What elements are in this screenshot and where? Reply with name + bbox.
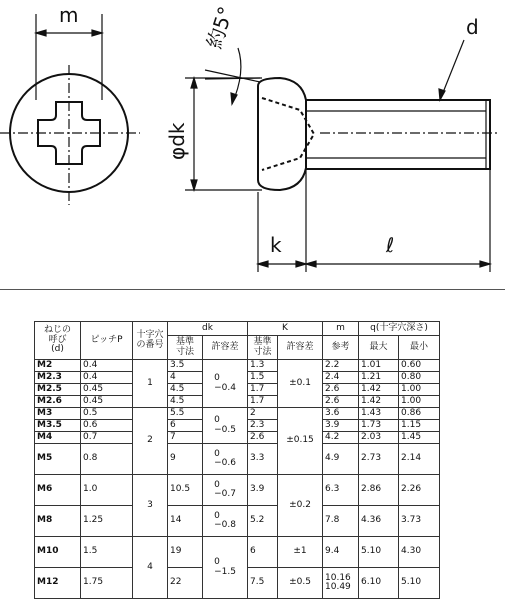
row-dk: 22 bbox=[168, 568, 203, 599]
dk-tolerance: 0 −0.8 bbox=[203, 506, 248, 537]
row-k: 2 bbox=[248, 408, 278, 420]
row-name: M3.5 bbox=[35, 420, 81, 432]
row-dk: 6 bbox=[168, 420, 203, 432]
row-k: 2.3 bbox=[248, 420, 278, 432]
table-row bbox=[35, 408, 440, 420]
row-q-max: 1.43 bbox=[359, 408, 399, 420]
header-dk-tolerance: 許容差 bbox=[203, 336, 248, 360]
screw-shank bbox=[306, 100, 490, 169]
row-m: 7.8 bbox=[323, 506, 359, 537]
row-q-max: 1.42 bbox=[359, 384, 399, 396]
k-tolerance: ±0.15 bbox=[278, 408, 323, 475]
row-name: M2.6 bbox=[35, 396, 81, 408]
header-q: q(十字穴深さ) bbox=[359, 322, 440, 336]
row-q-max: 6.10 bbox=[359, 568, 399, 599]
recess-number: 1 bbox=[133, 360, 168, 408]
k-tolerance: ±1 bbox=[278, 537, 323, 568]
row-m: 3.6 bbox=[323, 408, 359, 420]
row-q-min: 0.80 bbox=[399, 372, 440, 384]
row-name: M6 bbox=[35, 475, 81, 506]
row-pitch: 0.8 bbox=[81, 444, 133, 475]
screw-head-side-view bbox=[258, 78, 306, 190]
row-pitch: 0.45 bbox=[81, 396, 133, 408]
row-k: 3.3 bbox=[248, 444, 278, 475]
header-k-tolerance: 許容差 bbox=[278, 336, 323, 360]
row-q-min: 3.73 bbox=[399, 506, 440, 537]
recess-number: 2 bbox=[133, 408, 168, 475]
table-row bbox=[35, 506, 440, 537]
row-pitch: 0.4 bbox=[81, 360, 133, 372]
header-k-nominal: 基準 寸法 bbox=[248, 336, 278, 360]
row-k: 3.9 bbox=[248, 475, 278, 506]
row-q-min: 1.15 bbox=[399, 420, 440, 432]
dk-tolerance: 0 −1.5 bbox=[203, 537, 248, 599]
k-tolerance: ±0.5 bbox=[278, 568, 323, 599]
row-dk: 14 bbox=[168, 506, 203, 537]
row-pitch: 0.5 bbox=[81, 408, 133, 420]
row-q-min: 4.30 bbox=[399, 537, 440, 568]
dk-tolerance: 0 −0.7 bbox=[203, 475, 248, 506]
row-k: 2.6 bbox=[248, 432, 278, 444]
row-pitch: 1.25 bbox=[81, 506, 133, 537]
row-name: M12 bbox=[35, 568, 81, 599]
table-row bbox=[35, 444, 440, 475]
row-k: 1.5 bbox=[248, 372, 278, 384]
k-tolerance: ±0.1 bbox=[278, 360, 323, 408]
dk-tolerance: 0 −0.5 bbox=[203, 408, 248, 444]
row-name: M4 bbox=[35, 432, 81, 444]
header-k: K bbox=[248, 322, 323, 336]
row-q-min: 0.86 bbox=[399, 408, 440, 420]
row-m: 3.9 bbox=[323, 420, 359, 432]
row-pitch: 1.5 bbox=[81, 537, 133, 568]
dimension-table bbox=[34, 321, 440, 599]
row-name: M8 bbox=[35, 506, 81, 537]
row-name: M5 bbox=[35, 444, 81, 475]
row-pitch: 0.7 bbox=[81, 432, 133, 444]
row-m: 9.4 bbox=[323, 537, 359, 568]
row-name: M2.3 bbox=[35, 372, 81, 384]
table-row bbox=[35, 475, 440, 506]
row-m: 6.3 bbox=[323, 475, 359, 506]
row-dk: 19 bbox=[168, 537, 203, 568]
row-m: 2.4 bbox=[323, 372, 359, 384]
row-dk: 4 bbox=[168, 372, 203, 384]
row-m: 4.9 bbox=[323, 444, 359, 475]
table-row bbox=[35, 360, 440, 372]
row-q-max: 2.73 bbox=[359, 444, 399, 475]
row-dk: 10.5 bbox=[168, 475, 203, 506]
row-dk: 9 bbox=[168, 444, 203, 475]
row-m: 4.2 bbox=[323, 432, 359, 444]
row-pitch: 0.4 bbox=[81, 372, 133, 384]
row-dk: 3.5 bbox=[168, 360, 203, 372]
label-k: k bbox=[270, 233, 282, 257]
label-angle: 約5° bbox=[201, 3, 238, 52]
row-q-min: 2.26 bbox=[399, 475, 440, 506]
dk-tolerance: 0 −0.6 bbox=[203, 444, 248, 475]
header-q-min: 最小 bbox=[399, 336, 440, 360]
header-name: ねじの 呼び (d) bbox=[35, 322, 81, 360]
row-k: 1.7 bbox=[248, 396, 278, 408]
header-pitch: ピッチP bbox=[81, 322, 133, 360]
row-q-max: 4.36 bbox=[359, 506, 399, 537]
row-q-max: 1.73 bbox=[359, 420, 399, 432]
row-k: 1.7 bbox=[248, 384, 278, 396]
row-k: 1.3 bbox=[248, 360, 278, 372]
recess-number: 3 bbox=[133, 475, 168, 537]
pan-head-screw-drawing bbox=[0, 0, 505, 290]
row-q-max: 1.42 bbox=[359, 396, 399, 408]
header-m: m bbox=[323, 322, 359, 336]
header-q-max: 最大 bbox=[359, 336, 399, 360]
row-pitch: 0.45 bbox=[81, 384, 133, 396]
label-m: m bbox=[59, 3, 79, 27]
row-m: 2.6 bbox=[323, 384, 359, 396]
header-dk-nominal: 基準 寸法 bbox=[168, 336, 203, 360]
row-q-max: 1.01 bbox=[359, 360, 399, 372]
header-recess: 十字穴 の番号 bbox=[133, 322, 168, 360]
row-name: M2.5 bbox=[35, 384, 81, 396]
row-q-min: 2.14 bbox=[399, 444, 440, 475]
row-pitch: 1.75 bbox=[81, 568, 133, 599]
label-l: ℓ bbox=[386, 233, 395, 257]
row-dk: 4.5 bbox=[168, 396, 203, 408]
row-q-max: 5.10 bbox=[359, 537, 399, 568]
row-pitch: 1.0 bbox=[81, 475, 133, 506]
row-q-max: 2.03 bbox=[359, 432, 399, 444]
row-m: 10.16 10.49 bbox=[323, 568, 359, 599]
row-dk: 5.5 bbox=[168, 408, 203, 420]
row-k: 5.2 bbox=[248, 506, 278, 537]
dk-tolerance: 0 −0.4 bbox=[203, 360, 248, 408]
header-dk: dk bbox=[168, 322, 248, 336]
table-row bbox=[35, 537, 440, 568]
row-q-min: 5.10 bbox=[399, 568, 440, 599]
row-q-min: 0.60 bbox=[399, 360, 440, 372]
row-name: M3 bbox=[35, 408, 81, 420]
label-d: d bbox=[466, 15, 479, 39]
row-q-max: 2.86 bbox=[359, 475, 399, 506]
k-tolerance: ±0.2 bbox=[278, 475, 323, 537]
header-m-reference: 参考 bbox=[323, 336, 359, 360]
row-q-max: 1.21 bbox=[359, 372, 399, 384]
row-dk: 7 bbox=[168, 432, 203, 444]
row-m: 2.2 bbox=[323, 360, 359, 372]
row-q-min: 1.00 bbox=[399, 396, 440, 408]
row-dk: 4.5 bbox=[168, 384, 203, 396]
label-dk: φdk bbox=[165, 122, 189, 160]
section-divider bbox=[0, 289, 505, 290]
row-q-min: 1.45 bbox=[399, 432, 440, 444]
row-pitch: 0.6 bbox=[81, 420, 133, 432]
row-k: 6 bbox=[248, 537, 278, 568]
row-name: M10 bbox=[35, 537, 81, 568]
row-k: 7.5 bbox=[248, 568, 278, 599]
recess-number: 4 bbox=[133, 537, 168, 599]
row-q-min: 1.00 bbox=[399, 384, 440, 396]
row-name: M2 bbox=[35, 360, 81, 372]
row-m: 2.6 bbox=[323, 396, 359, 408]
header-row-1 bbox=[35, 322, 440, 336]
